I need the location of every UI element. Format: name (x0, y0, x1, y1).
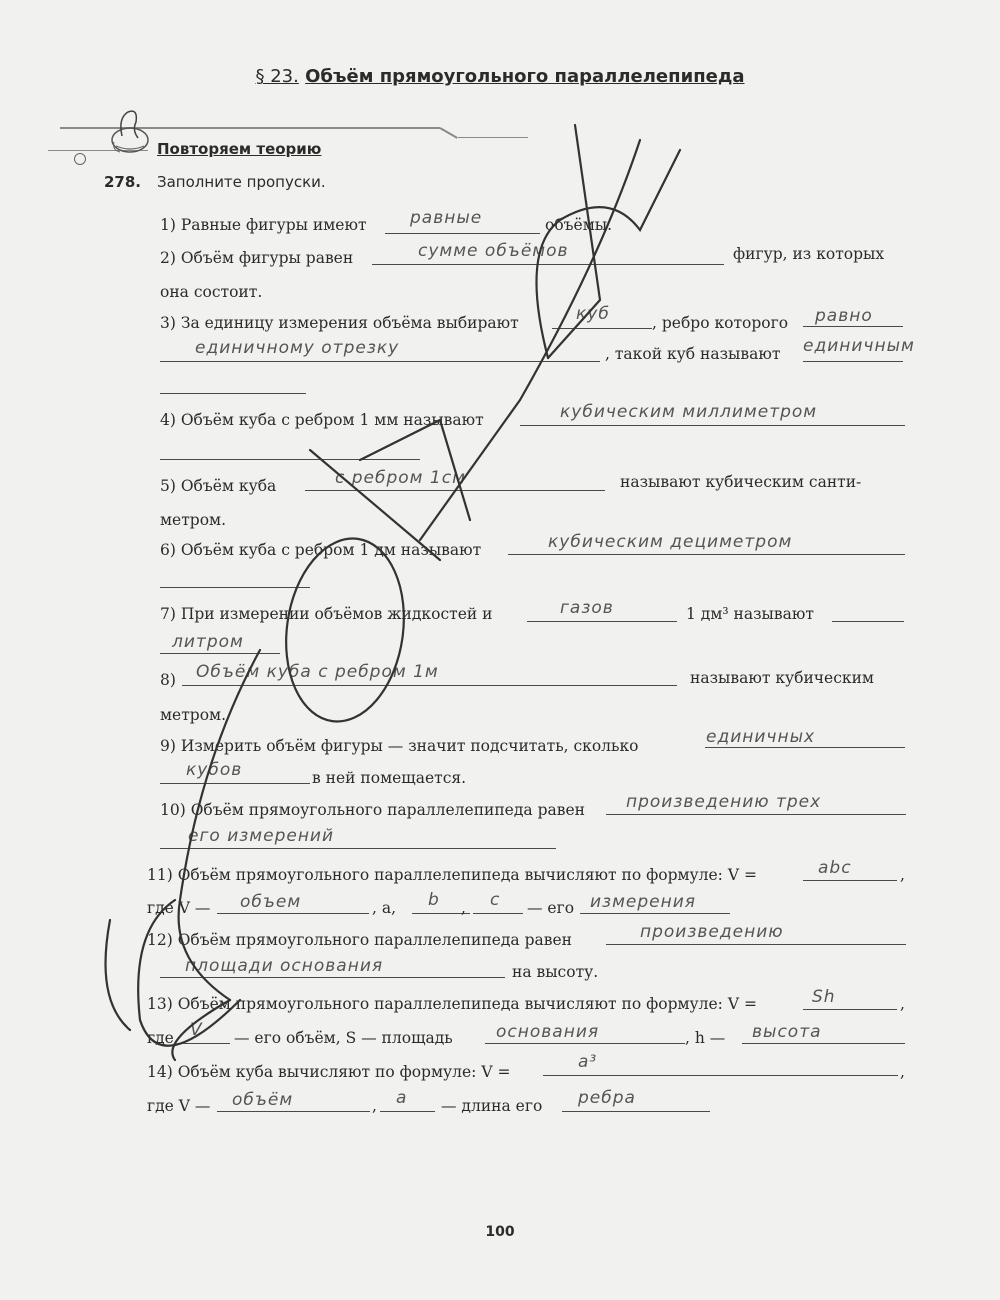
item-5-text-c: метром. (160, 511, 227, 529)
item-10-answer-2: его измерений (188, 826, 335, 846)
item-5-answer: с ребром 1см (335, 468, 466, 488)
item-8-answer: Объём куба с ребром 1м (196, 662, 439, 682)
item-11-answer-3: b (428, 890, 440, 910)
item-11-answer-5: измерения (590, 892, 697, 912)
item-9-text-b: в ней помещается. (312, 769, 467, 787)
item-13-text-b: , (900, 995, 905, 1013)
section-heading: Повторяем теорию (157, 140, 322, 158)
item-1-answer: равные (410, 208, 483, 228)
item-14-text-a: 14) Объём куба вычисляют по формуле: V = (147, 1063, 511, 1081)
item-12-text-b: на высоту. (512, 963, 599, 981)
item-12-answer-2: площади основания (185, 956, 384, 976)
item-6-text-a: 6) Объём куба с ребром 1 дм называют (160, 541, 482, 559)
item-2-text-b: фигур, из которых (733, 245, 885, 263)
item-13-text-d: — его объём, S — площадь (234, 1029, 453, 1047)
item-14-answer-3: a (396, 1088, 408, 1108)
item-14-answer-2: объём (232, 1090, 294, 1110)
item-7-text-a: 7) При измерении объёмов жидкостей и (160, 605, 493, 623)
item-14-answer-4: ребра (578, 1088, 636, 1108)
task-instruction: Заполните пропуски. (157, 173, 326, 191)
item-4-text-a: 4) Объём куба с ребром 1 мм называют (160, 411, 484, 429)
item-11-text-d: , a, (372, 899, 397, 917)
section-number: § 23. (255, 66, 299, 87)
item-5-text-b: называют кубическим санти- (620, 473, 862, 491)
item-14-text-e: — длина его (441, 1097, 543, 1115)
item-3-answer-3: единичному отрезку (195, 338, 400, 358)
item-11-text-b: , (900, 866, 905, 884)
item-9-answer-2: кубов (186, 760, 243, 780)
section-title: Объём прямоугольного параллелепипеда (305, 66, 745, 87)
item-13-answer-1: Sh (812, 987, 836, 1007)
item-11-text-e: , (461, 899, 466, 917)
item-3-text-a: 3) За единицу измерения объёма выбирают (160, 314, 519, 332)
item-9-text-a: 9) Измерить объём фигуры — значит подсчитать, сколько (160, 737, 639, 755)
item-7-answer-2: литром (172, 632, 244, 652)
item-3-text-c: , такой куб называют (605, 345, 781, 363)
item-13-answer-2: V (190, 1020, 203, 1040)
item-11-answer-1: abc (818, 858, 852, 878)
item-3-answer-2: равно (815, 306, 873, 326)
item-2-text-c: она состоит. (160, 283, 263, 301)
item-13-text-a: 13) Объём прямоугольного параллелепипеда вычисляют по формуле: V = (147, 995, 757, 1013)
task-number: 278. (104, 173, 142, 191)
item-13-answer-4: высота (752, 1022, 822, 1042)
item-11-text-a: 11) Объём прямоугольного параллелепипеда вычисляют по формуле: V = (147, 866, 757, 884)
item-3-answer-4: единичным (803, 336, 915, 356)
item-14-text-d: , (372, 1097, 377, 1115)
item-14-text-c: где V — (147, 1097, 211, 1115)
item-12-text-a: 12) Объём прямоугольного параллелепипеда равен (147, 931, 572, 949)
item-1-text-a: 1) Равные фигуры имеют (160, 216, 367, 234)
item-7-answer-1: газов (560, 598, 614, 618)
item-3-text-b: , ребро которого (652, 314, 789, 332)
item-9-answer-1: единичных (706, 727, 816, 747)
item-12-answer-1: произведению (640, 922, 784, 942)
item-3-answer-1: куб (576, 304, 610, 324)
item-8-text-c: метром. (160, 706, 227, 724)
item-11-text-c: где V — (147, 899, 211, 917)
item-13-answer-3: основания (496, 1022, 600, 1042)
item-7-text-b: 1 дм³ называют (686, 605, 814, 623)
item-4-answer: кубическим миллиметром (560, 402, 818, 422)
item-2-answer: сумме объёмов (418, 241, 569, 261)
page-number: 100 (485, 1224, 515, 1240)
item-13-text-e: , h — (685, 1029, 726, 1047)
item-11-answer-4: c (490, 890, 501, 910)
item-2-text-a: 2) Объём фигуры равен (160, 249, 354, 267)
item-1-text-b: объёмы. (545, 216, 613, 234)
item-11-answer-2: объем (240, 892, 302, 912)
item-5-text-a: 5) Объём куба (160, 477, 277, 495)
item-10-text-a: 10) Объём прямоугольного параллелепипеда равен (160, 801, 585, 819)
item-13-text-c: где (147, 1029, 174, 1047)
item-8-text-a: 8) (160, 671, 176, 689)
item-8-text-b: называют кубическим (690, 669, 874, 687)
item-6-answer: кубическим дециметром (548, 532, 793, 552)
item-11-text-f: — его (527, 899, 575, 917)
item-14-answer-1: a³ (578, 1052, 598, 1072)
item-10-answer-1: произведению трех (626, 792, 822, 812)
item-14-text-b: , (900, 1063, 905, 1081)
